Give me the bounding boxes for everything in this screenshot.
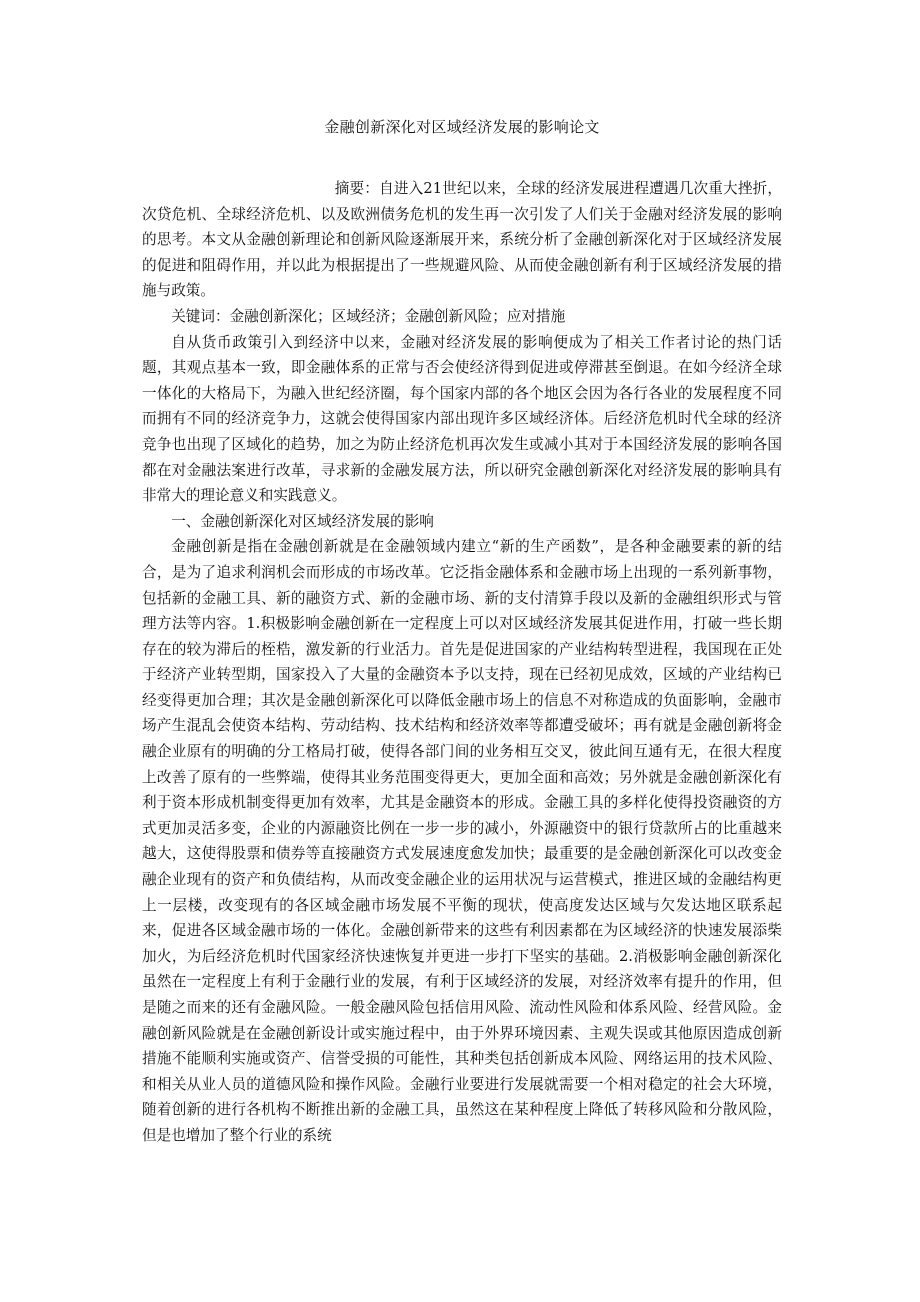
abstract-paragraph: 摘要：自进入21世纪以来，全球的经济发展进程遭遇几次重大挫折，次贷危机、全球经济危机、以及欧洲债务危机的发生再一次引发了人们关于金融对经济发展的影响的思考。本文从金融创新理论和创新风险逐渐展开来，系统分析了金融创新深化对于区域经济发展的促进和阻碍作用，并以此为根据提出了一些规避风险、从而使金融创新有利于区域经济发展的措施与政策。 <box>142 180 782 300</box>
section-body-paragraph: 金融创新是指在金融创新就是在金融领域内建立“新的生产函数”，是各种金融要素的新的结合，是为了追求利润机会而形成的市场改革。它泛指金融体系和金融市场上出现的一系列新事物，包括新的金融工具、新的融资方式、新的金融市场、新的支付清算手段以及新的金融组织形式与管理方法等内容。1.积极影响金融创新在一定程度上可以对区域经济发展其促进作用，打破一些长期存在的较为滞后的桎梏，激发新的行业活力。首先是促进国家的产业结构转型进程，我国现在正处于经济产业转型期，国家投入了大量的金融资本予以支持，现在已经初见成效，区域的产业结构已经变得更加合理；其次是金融创新深化可以降低金融市场上的信息不对称造成的负面影响，金融市场产生混乱会使资本结构、劳动结构、技术结构和经济效率等都遭受破坏；再有就是金融创新将金融企业原有的明确的分工格局打破，使得各部门间的业务相互交叉，彼此间互通有无，在很大程度上改善了原有的一些弊端，使得其业务范围变得更大，更加全面和高效；另外就是金融创新深化有利于资本形成机制变得更加有效率，尤其是金融资本的形成。金融工具的多样化使得投资融资的方式更加灵活多变，企业的内源融资比例在一步一步的减小，外源融资中的银行贷款所占的比重越来越大，这使得股票和债券等直接融资方式发展速度愈发加快；最重要的是金融创新深化可以改变金融企业现有的资产和负债结构，从而改变金融企业的运用状况与运营模式，推进区域的金融结构更上一层楼，改变现有的各区域金融市场发展不平衡的现状，使高度发达区域与欠发达地区联系起来，促进各区域金融市场的一体化。金融创新带来的这些有利因素都在为区域经济的快速发展添柴加火，为后经济危机时代国家经济快速恢复并更进一步打下坚实的基础。2.消极影响金融创新深化虽然在一定程度上有利于金融行业的发展，有利于区域经济的发展，对经济效率有提升的作用，但是随之而来的还有金融风险。一般金融风险包括信用风险、流动性风险和体系风险、经营风险。金融创新风险就是在金融创新设计或实施过程中，由于外界环境因素、主观失误或其他原因造成创新措施不能顺利实施或资产、信誉受损的可能性，其种类包括创新成本风险、网络运用的技术风险、和相关从业人员的道德风险和操作风险。金融行业要进行发展就需要一个相对稳定的社会大环境，随着创新的进行各机构不断推出新的金融工具，虽然这在某种程度上降低了转移风险和分散风险，但是也增加了整个行业的系统 <box>142 538 782 1144</box>
document-body <box>142 176 782 1149</box>
section-heading: 一、金融创新深化对区域经济发展的影响 <box>171 512 434 530</box>
keywords-paragraph: 关键词：金融创新深化；区域经济；金融创新风险；应对措施 <box>171 307 566 325</box>
document-title: 金融创新深化对区域经济发展的影响论文 <box>324 118 600 136</box>
intro-paragraph: 自从货币政策引入到经济中以来，金融对经济发展的影响便成为了相关工作者讨论的热门话题，其观点基本一致，即金融体系的正常与否会使经济得到促进或停滞甚至倒退。在如今经济全球一体化的大格局下，为融入世纪经济圈，每个国家内部的各个地区会因为各行各业的发展程度不同而拥有不同的经济竞争力，这就会使得国家内部出现许多区域经济体。后经济危机时代全球的经济竞争也出现了区域化的趋势，加之为防止经济危机再次发生或减小其对于本国经济发展的影响各国都在对金融法案进行改革，寻求新的金融发展方法，所以研究金融创新深化对经济发展的影响具有非常大的理论意义和实践意义。 <box>142 333 782 505</box>
